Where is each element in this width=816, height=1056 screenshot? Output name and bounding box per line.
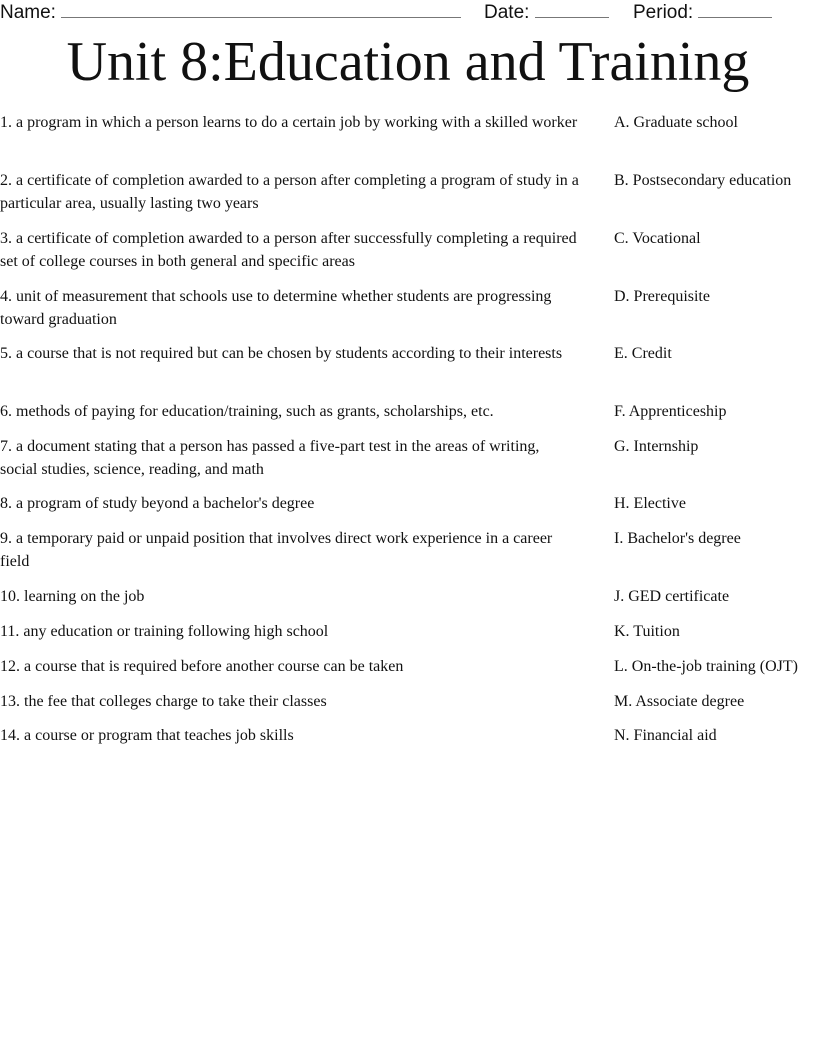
- definition-text: 4. unit of measurement that schools use to determine whether students are progressing toward graduation: [0, 288, 552, 328]
- name-label: Name:: [0, 2, 56, 23]
- worksheet-header: [0, 0, 816, 22]
- answer-choice: N. Financial aid: [614, 727, 717, 744]
- date-field: [484, 0, 609, 24]
- answer-choice: L. On-the-job training (OJT): [614, 658, 798, 675]
- page-title: Unit 8:Education and Training: [66, 31, 750, 93]
- definition-text: 7. a document stating that a person has passed a five-part test in the areas of writing, social studies, science, reading, and math: [0, 438, 540, 478]
- definition-text: 3. a certificate of completion awarded to a person after successfully completing a required set of college courses in both general and specific areas: [0, 230, 577, 270]
- name-field: [0, 0, 461, 24]
- answer-choice: G. Internship: [614, 438, 699, 455]
- definition-text: 13. the fee that colleges charge to take their classes: [0, 693, 327, 710]
- date-label: Date:: [484, 2, 530, 23]
- definition-text: 9. a temporary paid or unpaid position that involves direct work experience in a career field: [0, 530, 553, 570]
- date-blank-line: [535, 0, 609, 18]
- definition-text: 6. methods of paying for education/training, such as grants, scholarships, etc.: [0, 403, 494, 420]
- answer-choice: M. Associate degree: [614, 693, 745, 710]
- answer-choice: E. Credit: [614, 345, 672, 362]
- answer-choice: D. Prerequisite: [614, 288, 710, 305]
- answer-choice: I. Bachelor's degree: [614, 530, 741, 547]
- name-blank-line: [61, 0, 461, 18]
- definition-text: 2. a certificate of completion awarded to a person after completing a program of study in a particular area, usually lasting two years: [0, 172, 579, 212]
- definition-text: 8. a program of study beyond a bachelor's degree: [0, 495, 315, 512]
- definition-text: 11. any education or training following high school: [0, 623, 329, 640]
- period-field: [633, 0, 772, 24]
- definition-text: 10. learning on the job: [0, 588, 145, 605]
- definition-text: 12. a course that is required before another course can be taken: [0, 658, 404, 675]
- definition-text: 14. a course or program that teaches job skills: [0, 727, 294, 744]
- answer-choice: K. Tuition: [614, 623, 680, 640]
- answer-choice: H. Elective: [614, 495, 686, 512]
- definition-text: 5. a course that is not required but can be chosen by students according to their interests: [0, 345, 563, 362]
- answer-choice: C. Vocational: [614, 230, 701, 247]
- answer-choice: A. Graduate school: [614, 114, 738, 131]
- answer-choice: B. Postsecondary education: [614, 172, 792, 189]
- period-blank-line: [698, 0, 772, 18]
- answer-choice: F. Apprenticeship: [614, 403, 727, 420]
- definition-text: 1. a program in which a person learns to do a certain job by working with a skilled worker: [0, 114, 578, 131]
- period-label: Period:: [633, 2, 694, 23]
- answer-choice: J. GED certificate: [614, 588, 730, 605]
